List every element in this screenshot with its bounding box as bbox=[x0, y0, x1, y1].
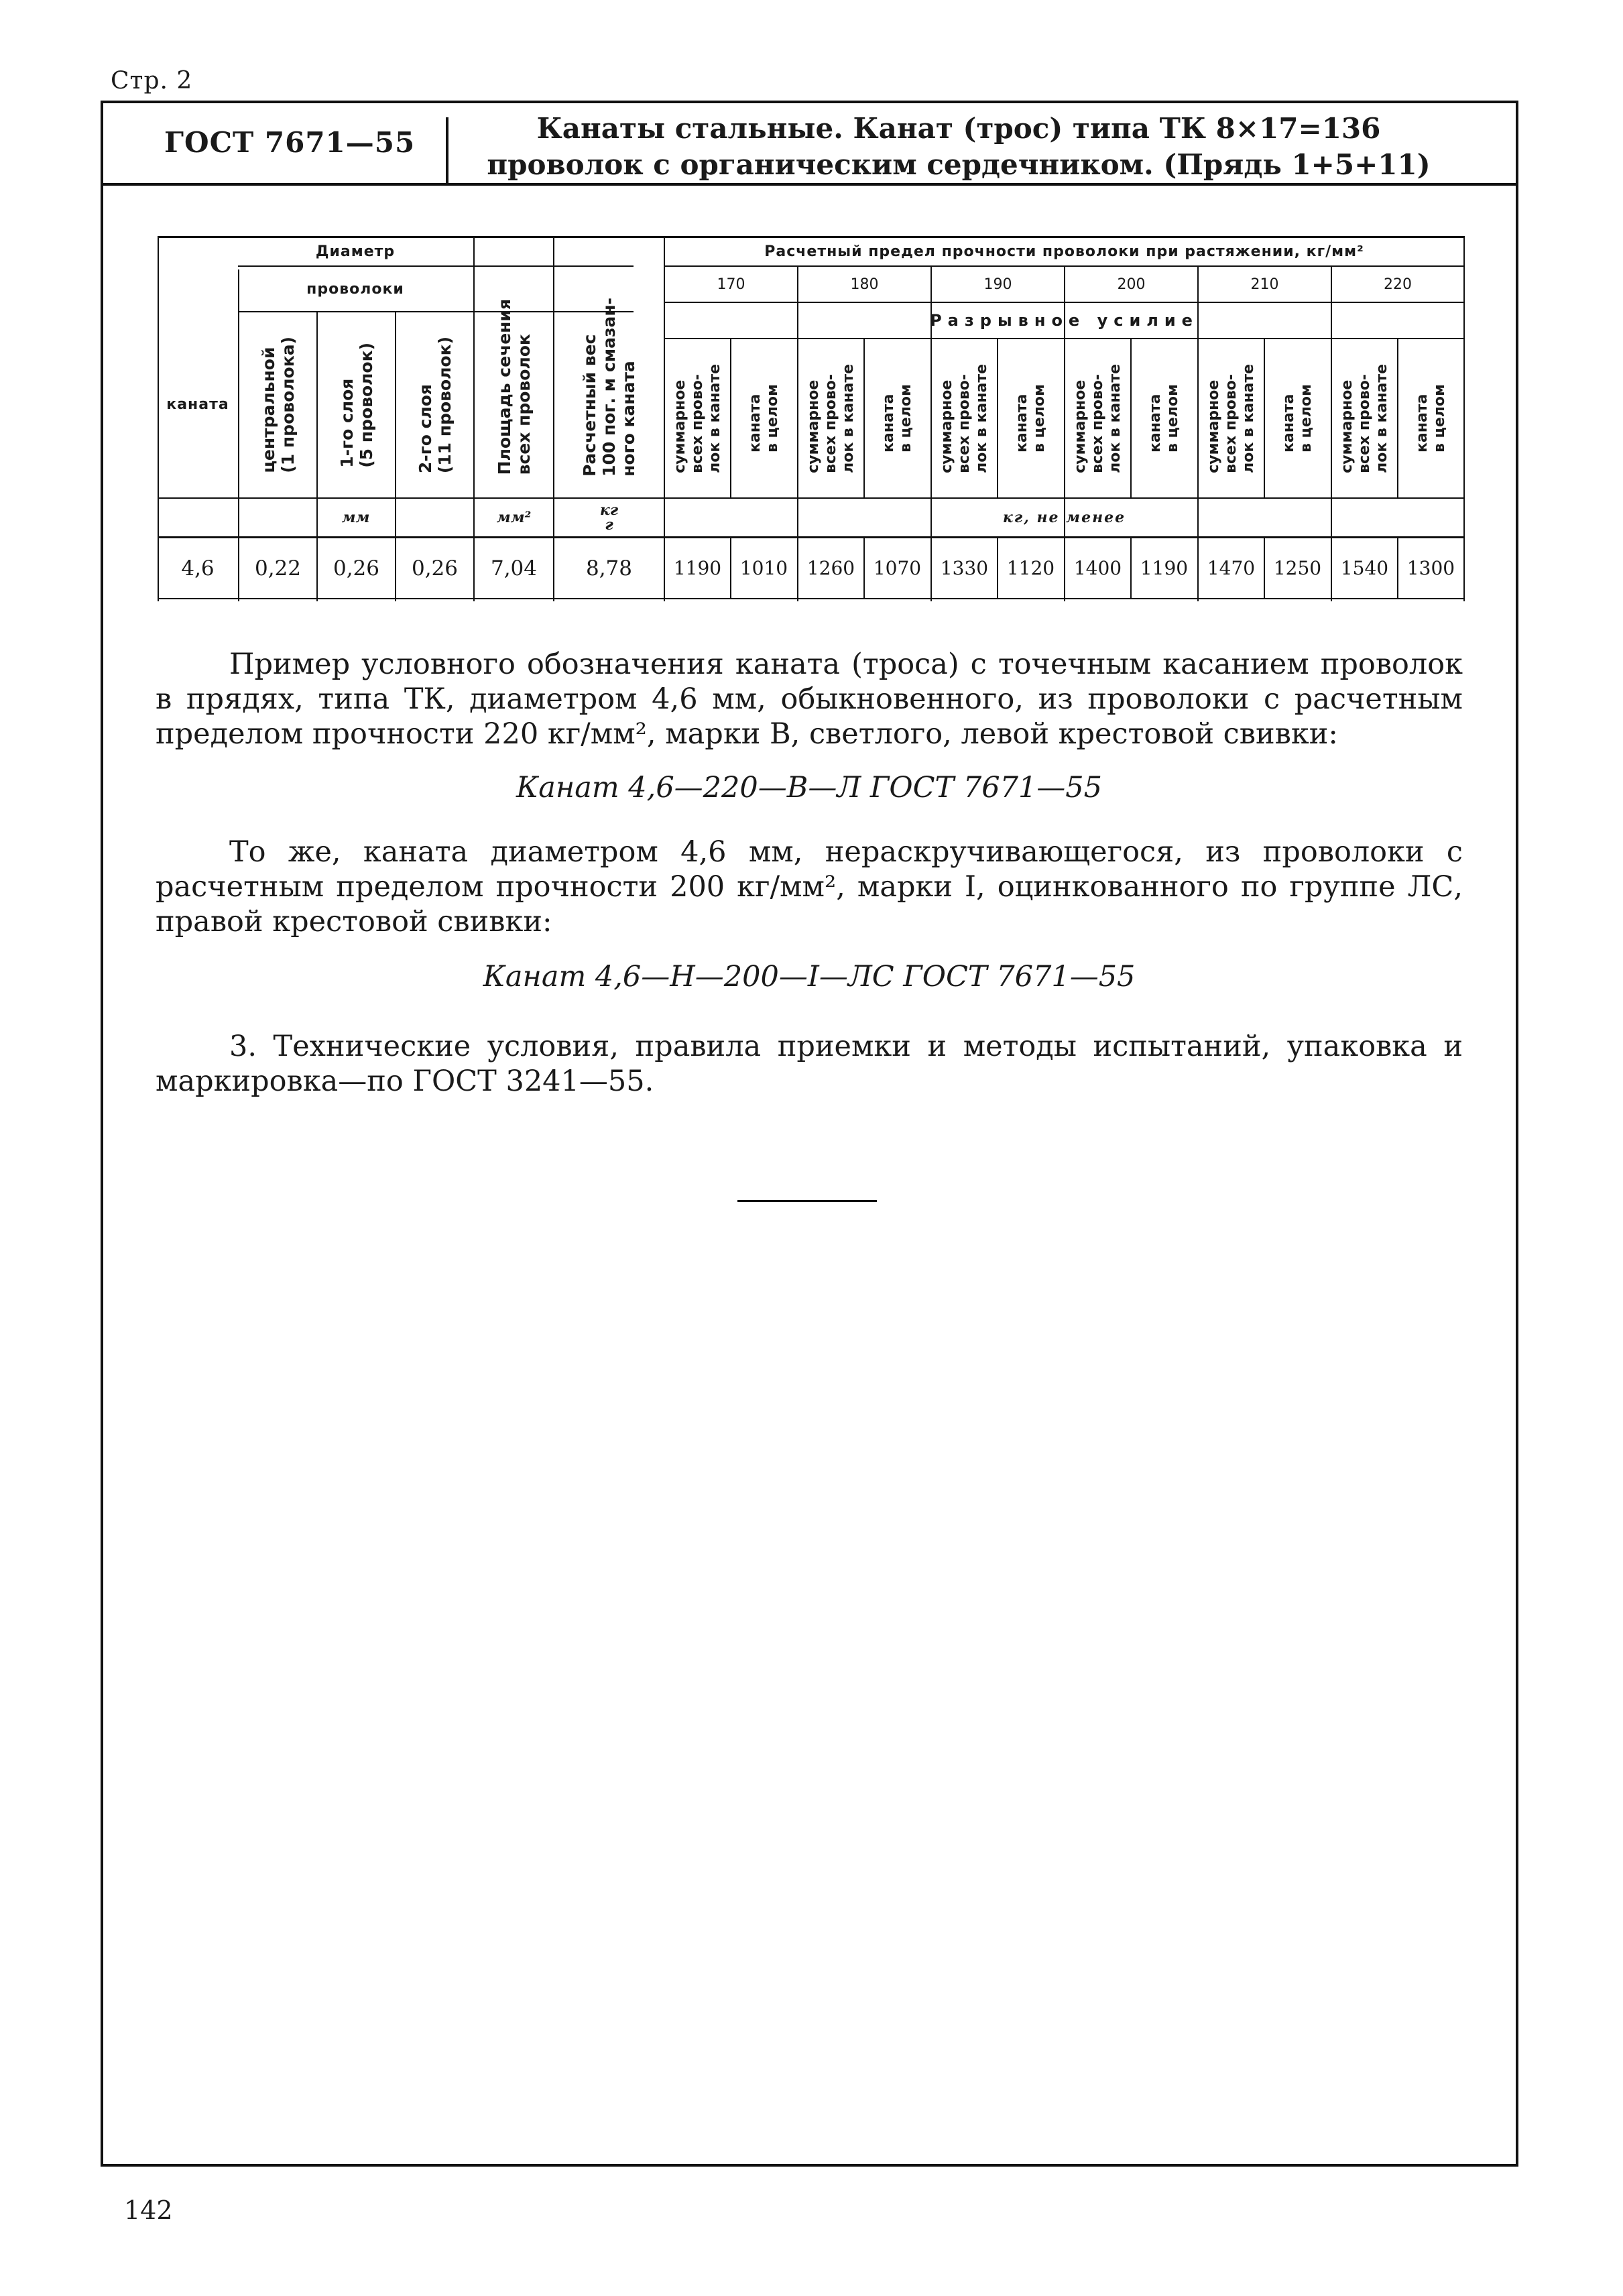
breaking-force-header: Разрывное усилие bbox=[930, 311, 1199, 330]
gost-code: ГОСТ 7671—55 bbox=[164, 126, 416, 159]
unit-kg-min: кг, не менее bbox=[1002, 509, 1126, 526]
diameter-header: Диаметр bbox=[315, 243, 396, 260]
layer1-wire-value: 0,26 bbox=[333, 556, 380, 581]
layer1-wire-header: 1-го слоя (5 проволок) bbox=[337, 342, 376, 468]
force-220-sum: 1540 bbox=[1340, 557, 1389, 579]
sum-170: суммарное всех прово- лок в канате bbox=[671, 363, 723, 473]
unit-g: г bbox=[605, 516, 613, 534]
whole-190: каната в целом bbox=[1013, 383, 1048, 453]
whole-180: каната в целом bbox=[880, 383, 914, 453]
paragraph-technical-conditions: 3. Технические условия, правила приемки и методы испытаний, упаковка и маркировка—по ГОСТ 3241—55. bbox=[156, 1030, 1463, 1098]
sum-220: суммарное всех прово- лок в канате bbox=[1338, 363, 1390, 473]
separator-line bbox=[737, 1200, 877, 1202]
page-number: 142 bbox=[124, 2195, 173, 2225]
force-190-sum: 1330 bbox=[940, 557, 989, 579]
wires-header: проволоки bbox=[306, 280, 404, 298]
table-vline-end bbox=[1463, 236, 1465, 601]
whole-170: каната в целом bbox=[746, 383, 781, 453]
header-divider bbox=[446, 117, 448, 184]
layer2-wire-value: 0,26 bbox=[411, 556, 459, 581]
central-wire-header: центральной (1 проволока) bbox=[258, 337, 298, 473]
page-label: Стр. 2 bbox=[111, 67, 193, 95]
whole-210: каната в целом bbox=[1280, 383, 1315, 453]
sum-210: суммарное всех прово- лок в канате bbox=[1205, 363, 1257, 473]
grade-200: 200 bbox=[1117, 276, 1146, 293]
force-200-whole: 1190 bbox=[1140, 557, 1189, 579]
weight-value: 8,78 bbox=[585, 556, 633, 581]
unit-kg-g bbox=[554, 499, 664, 536]
paragraph-same-example: То же, каната диаметром 4,6 мм, нераскручивающегося, из проволоки с расчетным пределом прочности 200 кг/мм², марки I, оцинкованного по группе ЛС, правой крестовой свивки: bbox=[156, 835, 1463, 939]
header-bottom-line bbox=[101, 183, 1518, 186]
layer2-wire-header: 2-го слоя (11 проволок) bbox=[415, 336, 455, 474]
force-180-sum: 1260 bbox=[806, 557, 855, 579]
central-wire-value: 0,22 bbox=[254, 556, 302, 581]
grade-170: 170 bbox=[717, 276, 745, 293]
strength-header: Расчетный предел прочности проволоки при растяжении, кг/мм² bbox=[764, 243, 1364, 260]
sum-190: суммарное всех прово- лок в канате bbox=[938, 363, 990, 473]
sum-180: суммарное всех прово- лок в канате bbox=[804, 363, 857, 473]
table-line-data-bottom bbox=[158, 598, 1465, 599]
unit-mm: мм bbox=[341, 509, 370, 526]
whole-220: каната в целом bbox=[1413, 383, 1448, 453]
frame-top-line bbox=[101, 101, 1518, 103]
force-170-whole: 1010 bbox=[739, 557, 788, 579]
frame-left-line bbox=[101, 101, 103, 2165]
strength-table bbox=[158, 236, 1465, 615]
title-line-2: проволок с органическим сердечником. (Прядь 1+5+11) bbox=[487, 148, 1431, 181]
unit-kg: кг bbox=[599, 501, 619, 519]
rope-header: каната bbox=[166, 396, 229, 413]
grade-180: 180 bbox=[850, 276, 879, 293]
example-designation-2: Канат 4,6—Н—200—I—ЛС ГОСТ 7671—55 bbox=[483, 960, 1136, 993]
unit-mm2: мм² bbox=[496, 509, 532, 526]
paragraph-example-intro: Пример условного обозначения каната (троса) с точечным касанием проволок в прядях, типа ТК, диаметром 4,6 мм, обыкновенного, из проволоки с расчетным пределом прочности 220 кг/мм², марки В, светлого, левой крестовой свивки: bbox=[156, 648, 1463, 751]
grade-190: 190 bbox=[983, 276, 1012, 293]
frame-bottom-line bbox=[101, 2164, 1518, 2167]
force-220-whole: 1300 bbox=[1406, 557, 1455, 579]
document-title bbox=[456, 111, 1461, 183]
area-header: Площадь сечения всех проволок bbox=[494, 298, 534, 475]
title-line-1: Канаты стальные. Канат (трос) типа ТК 8×17=136 bbox=[536, 112, 1381, 145]
grade-220: 220 bbox=[1384, 276, 1412, 293]
force-180-whole: 1070 bbox=[873, 557, 922, 579]
force-190-whole: 1120 bbox=[1006, 557, 1055, 579]
force-210-sum: 1470 bbox=[1207, 557, 1256, 579]
force-200-sum: 1400 bbox=[1073, 557, 1122, 579]
force-170-sum: 1190 bbox=[673, 557, 722, 579]
grade-210: 210 bbox=[1250, 276, 1279, 293]
area-value: 7,04 bbox=[490, 556, 538, 581]
force-210-whole: 1250 bbox=[1273, 557, 1322, 579]
example-designation-1: Канат 4,6—220—В—Л ГОСТ 7671—55 bbox=[516, 771, 1103, 804]
weight-header: Расчетный вес 100 пог. м смазан- ного каната bbox=[580, 297, 638, 477]
whole-200: каната в целом bbox=[1146, 383, 1181, 453]
frame-right-line bbox=[1516, 101, 1518, 2165]
rope-diameter-value: 4,6 bbox=[181, 556, 215, 581]
sum-200: суммарное всех прово- лок в канате bbox=[1071, 363, 1124, 473]
